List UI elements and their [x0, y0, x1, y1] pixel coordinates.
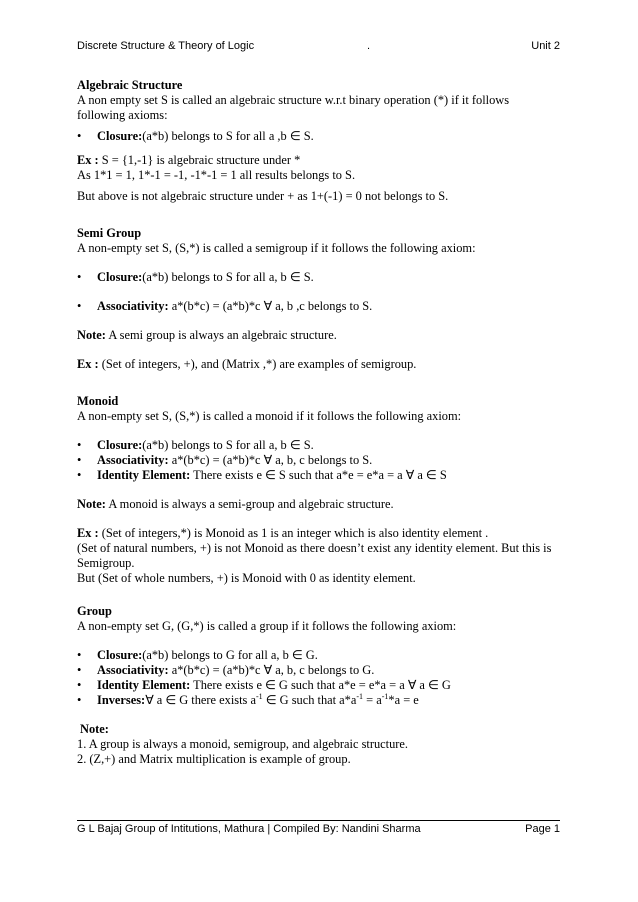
- inverses-label: Inverses:: [97, 693, 146, 707]
- algebraic-definition: A non empty set S is called an algebraic structure w.r.t binary operation (*) if it follows following axioms:: [77, 93, 510, 122]
- semigroup-associativity-item: [77, 299, 560, 314]
- example-label: Ex :: [77, 526, 99, 540]
- bullet-icon: •: [77, 438, 82, 452]
- footer-rule: [77, 820, 560, 821]
- header-course-title: Discrete Structure & Theory of Logic: [77, 40, 255, 52]
- footer-institution: G L Bajaj Group of Intitutions, Mathura | Compiled By: Nandini Sharma: [77, 823, 421, 835]
- bullet-icon: •: [77, 678, 82, 692]
- associativity-label: Associativity:: [97, 453, 169, 467]
- header-dot: .: [367, 40, 371, 52]
- identity-text: There exists e ∈ S such that a*e = e*a = a ∀ a ∈ S: [190, 468, 447, 482]
- bullet-icon: •: [77, 468, 82, 482]
- monoid-closure-item: [77, 438, 560, 453]
- bullet-icon: •: [77, 453, 82, 467]
- monoid-example: [77, 526, 560, 541]
- group-definition: A non-empty set G, (G,*) is called a group if it follows the following axiom:: [77, 619, 457, 633]
- bullet-icon: •: [77, 270, 82, 284]
- group-identity-item: [77, 678, 560, 693]
- associativity-label: Associativity:: [97, 663, 169, 677]
- monoid-associativity-item: [77, 453, 560, 468]
- note-label: Note:: [77, 328, 106, 342]
- header-unit: Unit 2: [531, 40, 560, 52]
- closure-label: Closure:: [97, 648, 143, 662]
- page-header: [77, 40, 560, 54]
- identity-label: Identity Element:: [97, 468, 191, 482]
- group-note-1: 1. A group is always a monoid, semigroup, and algebraic structure.: [77, 737, 409, 751]
- group-associativity-item: [77, 663, 560, 678]
- bullet-icon: •: [77, 648, 82, 662]
- identity-text: There exists e ∈ G such that a*e = e*a = a ∀ a ∈ G: [190, 678, 451, 692]
- closure-text: (a*b) belongs to G for all a, b ∈ G.: [142, 648, 318, 662]
- closure-text: (a*b) belongs to S for all a ,b ∈ S.: [142, 129, 314, 143]
- example-text: (Set of integers, +), and (Matrix ,*) are examples of semigroup.: [98, 357, 417, 371]
- example-label: Ex :: [77, 153, 99, 167]
- monoid-identity-item: [77, 468, 560, 483]
- bullet-icon: •: [77, 129, 82, 143]
- inverses-text-a: ∀ a ∈ G there exists a: [145, 693, 256, 707]
- note-label: Note:: [77, 497, 106, 511]
- group-note-2: 2. (Z,+) and Matrix multiplication is example of group.: [77, 752, 351, 766]
- bullet-icon: •: [77, 299, 82, 313]
- associativity-text: a*(b*c) = (a*b)*c ∀ a, b ,c belongs to S.: [168, 299, 373, 313]
- algebraic-example-line2: As 1*1 = 1, 1*-1 = -1, -1*-1 = 1 all results belongs to S.: [77, 168, 356, 182]
- example-text: S = {1,-1} is algebraic structure under *: [98, 153, 301, 167]
- associativity-text: a*(b*c) = (a*b)*c ∀ a, b, c belongs to S.: [168, 453, 373, 467]
- closure-label: Closure:: [97, 438, 143, 452]
- closure-text: (a*b) belongs to S for all a, b ∈ S.: [142, 270, 314, 284]
- associativity-text: a*(b*c) = (a*b)*c ∀ a, b, c belongs to G.: [168, 663, 375, 677]
- group-inverses-item: [77, 693, 560, 708]
- closure-label: Closure:: [97, 270, 143, 284]
- bullet-icon: •: [77, 663, 82, 677]
- semigroup-title: Semi Group: [77, 226, 142, 240]
- page-content: [77, 78, 560, 767]
- example-text: (Set of integers,*) is Monoid as 1 is an integer which is also identity element .: [98, 526, 489, 540]
- associativity-label: Associativity:: [97, 299, 169, 313]
- semigroup-example: [77, 357, 560, 372]
- group-note-label: Note:: [80, 722, 109, 736]
- inverse-sup: -1: [381, 691, 389, 701]
- example-label: Ex :: [77, 357, 99, 371]
- group-title: Group: [77, 604, 112, 618]
- inverse-sup: -1: [255, 691, 263, 701]
- monoid-note: [77, 497, 560, 512]
- closure-text: (a*b) belongs to S for all a, b ∈ S.: [142, 438, 314, 452]
- inverse-sup: -1: [356, 691, 364, 701]
- monoid-definition: A non-empty set S, (S,*) is called a monoid if it follows the following axiom:: [77, 409, 462, 423]
- bullet-icon: •: [77, 693, 82, 707]
- group-closure-item: [77, 648, 560, 663]
- algebraic-example: [77, 153, 560, 168]
- inverses-text-c: = a: [363, 693, 382, 707]
- monoid-example-line3: But (Set of whole numbers, +) is Monoid with 0 as identity element.: [77, 571, 416, 585]
- semigroup-note: [77, 328, 560, 343]
- page-footer: [77, 823, 560, 837]
- monoid-title: Monoid: [77, 394, 119, 408]
- algebraic-example-line3: But above is not algebraic structure under + as 1+(-1) = 0 not belongs to S.: [77, 189, 449, 203]
- closure-label: Closure:: [97, 129, 143, 143]
- inverses-text-b: ∈ G such that a*a: [262, 693, 357, 707]
- algebraic-title: Algebraic Structure: [77, 78, 183, 92]
- monoid-example-line2: (Set of natural numbers, +) is not Monoid as there doesn’t exist any identity element. But this is Semigroup.: [77, 541, 552, 570]
- identity-label: Identity Element:: [97, 678, 191, 692]
- note-text: A semi group is always an algebraic structure.: [105, 328, 337, 342]
- semigroup-closure-item: [77, 270, 560, 285]
- note-text: A monoid is always a semi-group and algebraic structure.: [105, 497, 394, 511]
- semigroup-definition: A non-empty set S, (S,*) is called a semigroup if it follows the following axiom:: [77, 241, 476, 255]
- inverses-text-d: *a = e: [388, 693, 419, 707]
- footer-page-number: Page 1: [525, 823, 560, 835]
- algebraic-closure-item: [77, 129, 560, 144]
